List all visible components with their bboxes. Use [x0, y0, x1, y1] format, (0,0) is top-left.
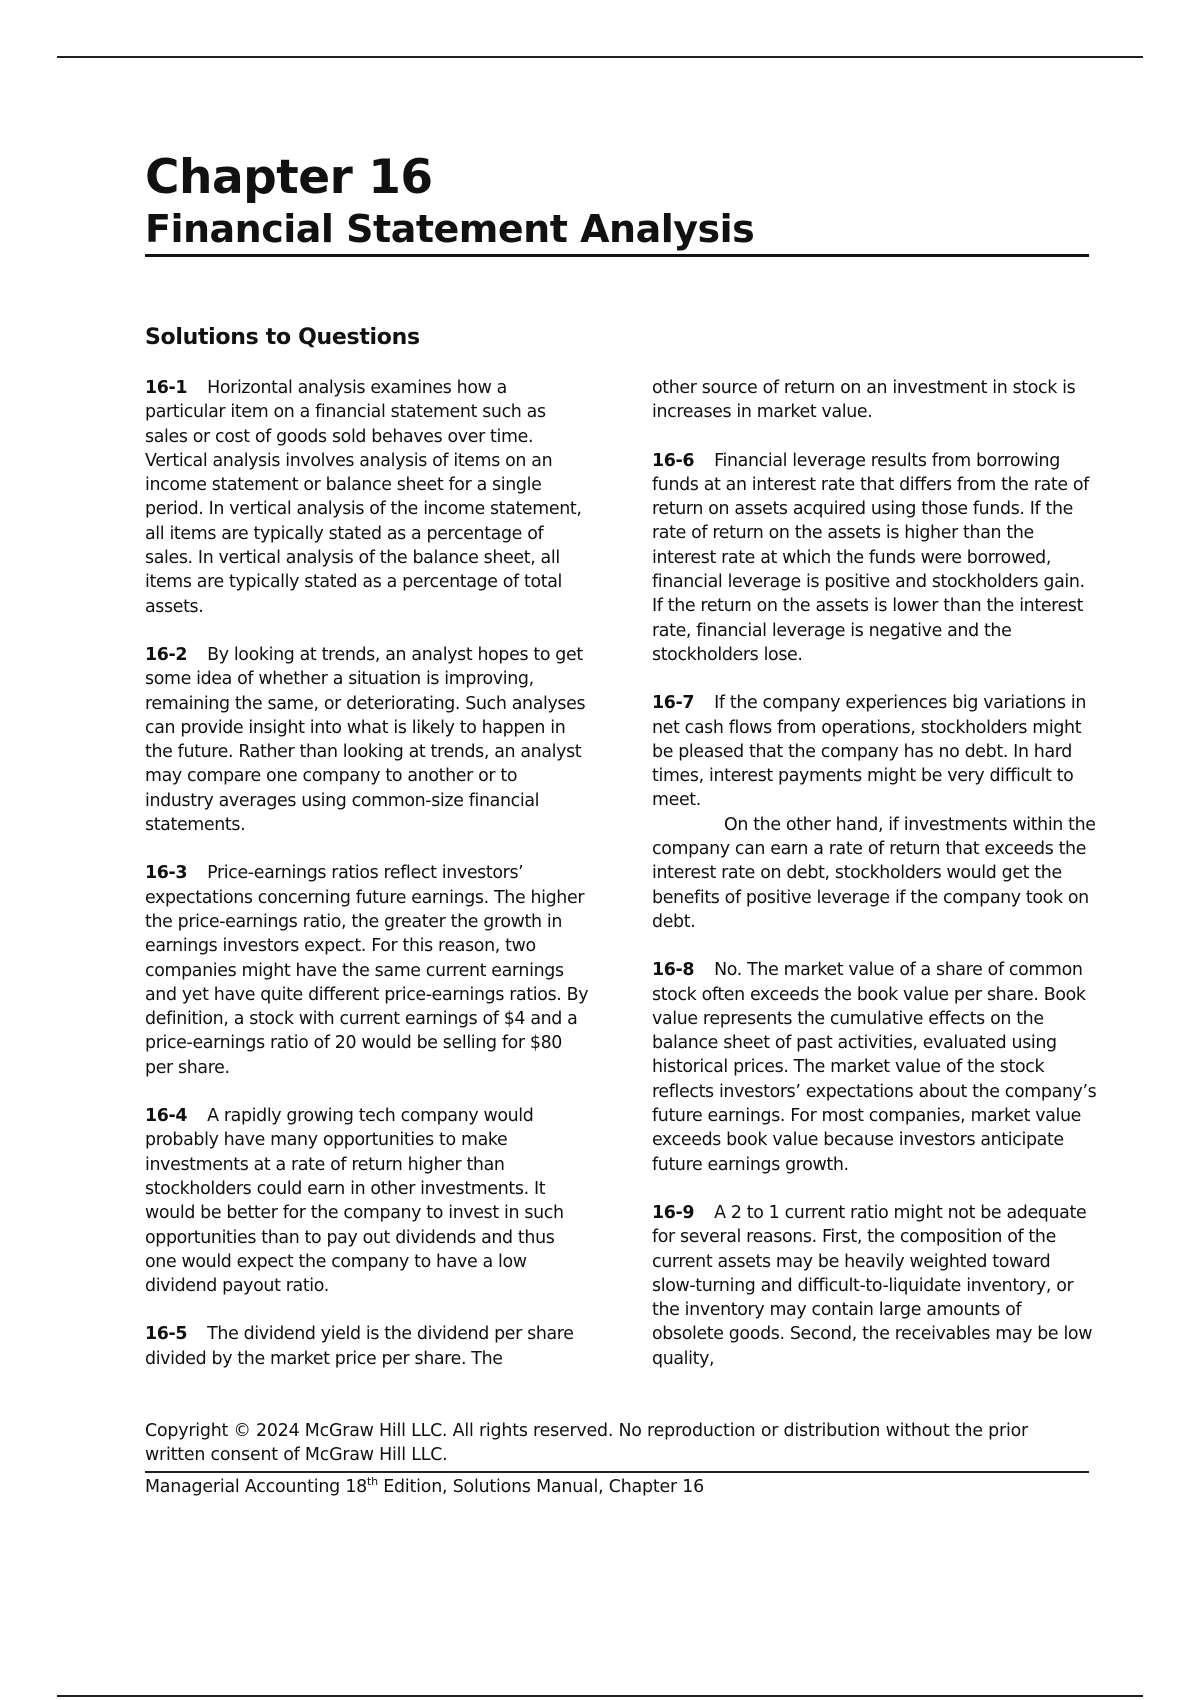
chapter-title: Financial Statement Analysis	[145, 206, 1089, 257]
question-16-2	[145, 643, 590, 837]
answer-text: By looking at trends, an analyst hopes to get some idea of whether a situation is improving, remaining the same, or deteriorating. Such analyses can provide insight into what is likely to happen in the future. Rather than looking at trends, an analyst may compare one company to another or to industry averages using common-size financial statements.	[145, 644, 586, 836]
answer-text: No. The market value of a share of common stock often exceeds the book value per share. Book value represents the cumulative effects on the balance sheet of past activities, evaluated using historical prices. The market value of the stock reflects investors’ expectations about the company’s future earnings. For most companies, market value exceeds book value because investors anticipate future earnings growth.	[652, 960, 1097, 1175]
copyright-notice: Copyright © 2024 McGraw Hill LLC. All rights reserved. No reproduction or distribution without the prior written consent of McGraw Hill LLC.	[145, 1419, 1089, 1473]
footer-text-start: Managerial Accounting 18	[145, 1477, 368, 1497]
question-16-7	[652, 691, 1097, 934]
answer-text: The dividend yield is the dividend per share divided by the market price per share. The	[145, 1324, 574, 1369]
answer-text: Financial leverage results from borrowing funds at an interest rate that differs from the rate of return on assets acquired using those funds. If the rate of return on the assets is higher than the interest rate at which the funds were borrowed, financial leverage is positive and stockholders gain. If the return on the assets is lower than the interest rate, financial leverage is negative and the stockholders lose.	[652, 450, 1089, 665]
answer-text: Horizontal analysis examines how a particular item on a financial statement such as sales or cost of goods sold behaves over time. Vertical analysis involves analysis of items on an income statement or balance sheet for a single period. In vertical analysis of the income statement, all items are typically stated as a percentage of sales. In vertical analysis of the balance sheet, all items are typically stated as a percentage of total assets.	[145, 378, 582, 617]
question-number: 16-6	[652, 450, 695, 471]
question-16-9	[652, 1201, 1097, 1371]
question-16-5	[145, 1322, 590, 1371]
question-number: 16-2	[145, 644, 188, 665]
question-number: 16-8	[652, 960, 695, 981]
question-16-5-continuation: other source of return on an investment in stock is increases in market value.	[652, 378, 1076, 423]
question-16-1	[145, 376, 590, 619]
page-footer	[145, 1475, 704, 1499]
question-number: 16-1	[145, 378, 188, 398]
chapter-number: Chapter 16	[145, 150, 433, 205]
question-16-6	[652, 449, 1097, 668]
question-16-4	[145, 1104, 590, 1298]
answer-text: If the company experiences big variations in net cash flows from operations, stockholders might be pleased that the company has no debt. In hard times, interest payments might be very difficult to meet.	[652, 693, 1087, 811]
bottom-rule	[57, 1695, 1143, 1697]
question-number: 16-7	[652, 693, 695, 714]
question-16-8	[652, 958, 1097, 1177]
top-rule	[57, 56, 1143, 58]
question-number: 16-4	[145, 1106, 188, 1127]
footer-text-end: Edition, Solutions Manual, Chapter 16	[377, 1477, 704, 1497]
answer-text-paragraph-2: On the other hand, if investments within the company can earn a rate of return that exceeds the interest rate on debt, stockholders would get the benefits of positive leverage if the company took on debt.	[652, 814, 1096, 932]
question-16-3	[145, 861, 590, 1080]
question-number: 16-9	[652, 1202, 695, 1223]
question-number: 16-5	[145, 1324, 188, 1345]
footer-superscript: th	[367, 1475, 378, 1489]
answer-text: A rapidly growing tech company would probably have many opportunities to make investments at a rate of return higher than stockholders could earn in other investments. It would be better for the company to invest in such opportunities than to pay out dividends and thus one would expect the company to have a low dividend payout ratio.	[145, 1106, 564, 1297]
chapter-title-block	[145, 150, 1089, 257]
section-heading: Solutions to Questions	[145, 325, 420, 350]
left-column	[145, 376, 590, 1395]
question-number: 16-3	[145, 863, 188, 884]
answer-text: A 2 to 1 current ratio might not be adequate for several reasons. First, the composition of the current assets may be heavily weighted toward slow-turning and difficult-to-liquidate inventory, or the inventory may contain large amounts of obsolete goods. Second, the receivables may be low quality,	[652, 1202, 1093, 1369]
right-column	[652, 376, 1097, 1395]
answer-text: Price-earnings ratios reflect investors’ expectations concerning future earnings. The higher the price-earnings ratio, the greater the growth in earnings investors expect. For this reason, two companies might have the same current earnings and yet have quite different price-earnings ratios. By definition, a stock with current earnings of $4 and a price-earnings ratio of 20 would be selling for $80 per share.	[145, 863, 589, 1078]
